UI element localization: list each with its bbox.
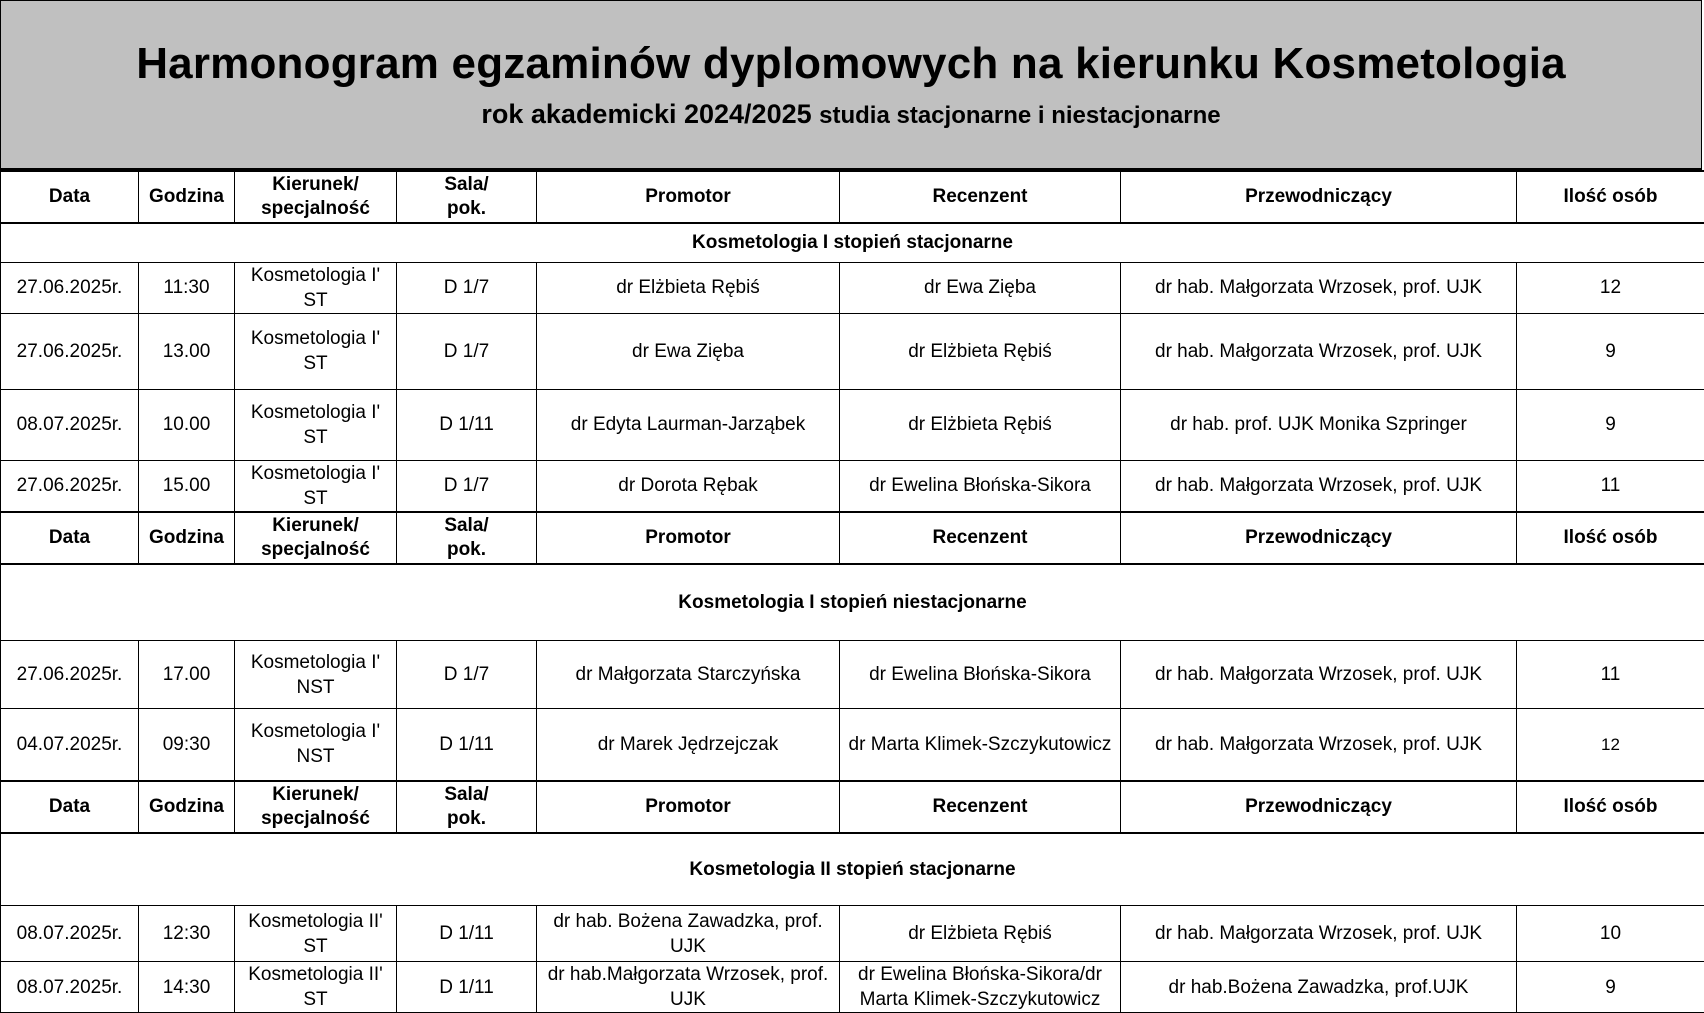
table-row xyxy=(1,262,1704,313)
cell-date: 08.07.2025r. xyxy=(1,389,139,460)
cell-count: 9 xyxy=(1517,962,1704,1013)
header-row xyxy=(1,171,1704,223)
cell-supervisor: dr Elżbieta Rębiś xyxy=(537,262,840,313)
header-supervisor: Promotor xyxy=(537,512,840,564)
cell-field: Kosmetologia I' NST xyxy=(235,641,397,709)
cell-field: Kosmetologia I' ST xyxy=(235,460,397,512)
cell-count: 11 xyxy=(1517,460,1704,512)
cell-chair: dr hab. prof. UJK Monika Szpringer xyxy=(1121,389,1517,460)
header-supervisor: Promotor xyxy=(537,171,840,223)
cell-room: D 1/7 xyxy=(397,313,537,389)
section-title: Kosmetologia I stopień niestacjonarne xyxy=(1,564,1704,641)
cell-room: D 1/11 xyxy=(397,906,537,962)
cell-chair: dr hab. Małgorzata Wrzosek, prof. UJK xyxy=(1121,709,1517,781)
header-row xyxy=(1,512,1704,564)
cell-reviewer: dr Elżbieta Rębiś xyxy=(840,906,1121,962)
table-row xyxy=(1,389,1704,460)
cell-supervisor: dr Ewa Zięba xyxy=(537,313,840,389)
cell-time: 14:30 xyxy=(139,962,235,1013)
table-row xyxy=(1,709,1704,781)
cell-chair: dr hab. Małgorzata Wrzosek, prof. UJK xyxy=(1121,641,1517,709)
cell-count: 9 xyxy=(1517,313,1704,389)
header-reviewer: Recenzent xyxy=(840,512,1121,564)
cell-field: Kosmetologia II' ST xyxy=(235,906,397,962)
cell-field: Kosmetologia II' ST xyxy=(235,962,397,1013)
cell-chair: dr hab.Bożena Zawadzka, prof.UJK xyxy=(1121,962,1517,1013)
cell-time: 17.00 xyxy=(139,641,235,709)
cell-date: 27.06.2025r. xyxy=(1,641,139,709)
header-reviewer: Recenzent xyxy=(840,171,1121,223)
header-field: Kierunek/ specjalność xyxy=(235,781,397,833)
cell-count: 12 xyxy=(1517,709,1704,781)
header-chair: Przewodniczący xyxy=(1121,171,1517,223)
header-room: Sala/ pok. xyxy=(397,781,537,833)
table-row xyxy=(1,460,1704,512)
cell-room: D 1/11 xyxy=(397,962,537,1013)
cell-reviewer: dr Elżbieta Rębiś xyxy=(840,313,1121,389)
cell-supervisor: dr hab. Bożena Zawadzka, prof. UJK xyxy=(537,906,840,962)
cell-room: D 1/11 xyxy=(397,709,537,781)
header-time: Godzina xyxy=(139,512,235,564)
cell-supervisor: dr Małgorzata Starczyńska xyxy=(537,641,840,709)
header-field: Kierunek/ specjalność xyxy=(235,171,397,223)
header-chair: Przewodniczący xyxy=(1121,781,1517,833)
cell-field: Kosmetologia I' ST xyxy=(235,389,397,460)
page-subtitle xyxy=(1,99,1701,130)
section-row xyxy=(1,833,1704,906)
cell-supervisor: dr hab.Małgorzata Wrzosek, prof. UJK xyxy=(537,962,840,1013)
header-row xyxy=(1,781,1704,833)
cell-date: 04.07.2025r. xyxy=(1,709,139,781)
cell-date: 27.06.2025r. xyxy=(1,313,139,389)
cell-room: D 1/7 xyxy=(397,641,537,709)
cell-supervisor: dr Marek Jędrzejczak xyxy=(537,709,840,781)
cell-time: 10.00 xyxy=(139,389,235,460)
cell-reviewer: dr Ewelina Błońska-Sikora/dr Marta Klimek-Szczykutowicz xyxy=(840,962,1121,1013)
cell-room: D 1/7 xyxy=(397,262,537,313)
cell-time: 13.00 xyxy=(139,313,235,389)
cell-date: 27.06.2025r. xyxy=(1,262,139,313)
header-count: Ilość osób xyxy=(1517,781,1704,833)
header-time: Godzina xyxy=(139,781,235,833)
exam-schedule-table xyxy=(0,170,1704,1013)
section-row xyxy=(1,223,1704,262)
table-row xyxy=(1,906,1704,962)
cell-supervisor: dr Dorota Rębak xyxy=(537,460,840,512)
cell-count: 10 xyxy=(1517,906,1704,962)
cell-time: 12:30 xyxy=(139,906,235,962)
cell-date: 27.06.2025r. xyxy=(1,460,139,512)
header-date: Data xyxy=(1,171,139,223)
cell-time: 11:30 xyxy=(139,262,235,313)
study-modes: studia stacjonarne i niestacjonarne xyxy=(819,102,1220,129)
cell-chair: dr hab. Małgorzata Wrzosek, prof. UJK xyxy=(1121,313,1517,389)
header-time: Godzina xyxy=(139,171,235,223)
cell-field: Kosmetologia I' ST xyxy=(235,262,397,313)
header-chair: Przewodniczący xyxy=(1121,512,1517,564)
academic-year: rok akademicki 2024/2025 xyxy=(481,99,811,129)
cell-reviewer: dr Ewelina Błońska-Sikora xyxy=(840,641,1121,709)
section-row xyxy=(1,564,1704,641)
cell-room: D 1/7 xyxy=(397,460,537,512)
cell-chair: dr hab. Małgorzata Wrzosek, prof. UJK xyxy=(1121,906,1517,962)
cell-supervisor: dr Edyta Laurman-Jarząbek xyxy=(537,389,840,460)
cell-field: Kosmetologia I' NST xyxy=(235,709,397,781)
cell-count: 12 xyxy=(1517,262,1704,313)
header-room: Sala/ pok. xyxy=(397,171,537,223)
cell-chair: dr hab. Małgorzata Wrzosek, prof. UJK xyxy=(1121,460,1517,512)
cell-field: Kosmetologia I' ST xyxy=(235,313,397,389)
header-reviewer: Recenzent xyxy=(840,781,1121,833)
cell-room: D 1/11 xyxy=(397,389,537,460)
cell-time: 09:30 xyxy=(139,709,235,781)
cell-time: 15.00 xyxy=(139,460,235,512)
section-title: Kosmetologia I stopień stacjonarne xyxy=(1,223,1704,262)
cell-reviewer: dr Ewa Zięba xyxy=(840,262,1121,313)
header-count: Ilość osób xyxy=(1517,171,1704,223)
header-count: Ilość osób xyxy=(1517,512,1704,564)
header-date: Data xyxy=(1,781,139,833)
header-field: Kierunek/ specjalność xyxy=(235,512,397,564)
cell-reviewer: dr Marta Klimek-Szczykutowicz xyxy=(840,709,1121,781)
header-supervisor: Promotor xyxy=(537,781,840,833)
title-banner xyxy=(0,0,1702,170)
cell-reviewer: dr Elżbieta Rębiś xyxy=(840,389,1121,460)
cell-date: 08.07.2025r. xyxy=(1,906,139,962)
cell-reviewer: dr Ewelina Błońska-Sikora xyxy=(840,460,1121,512)
cell-count: 9 xyxy=(1517,389,1704,460)
page-title: Harmonogram egzaminów dyplomowych na kierunku Kosmetologia xyxy=(1,39,1701,89)
cell-count: 11 xyxy=(1517,641,1704,709)
table-row xyxy=(1,313,1704,389)
table-row xyxy=(1,641,1704,709)
header-date: Data xyxy=(1,512,139,564)
cell-chair: dr hab. Małgorzata Wrzosek, prof. UJK xyxy=(1121,262,1517,313)
section-title: Kosmetologia II stopień stacjonarne xyxy=(1,833,1704,906)
header-room: Sala/ pok. xyxy=(397,512,537,564)
cell-date: 08.07.2025r. xyxy=(1,962,139,1013)
